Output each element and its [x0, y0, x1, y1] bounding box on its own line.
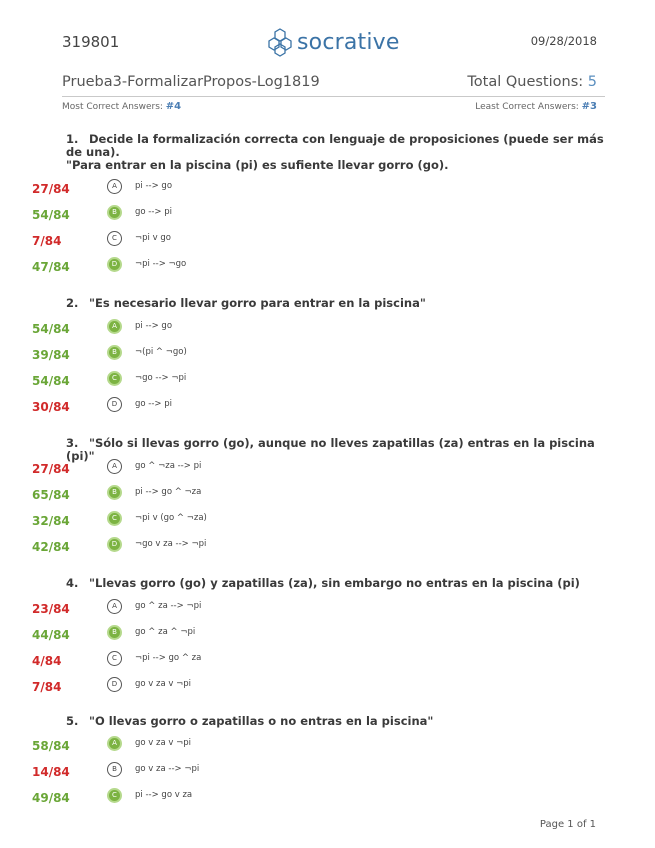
logo-text: socrative	[297, 29, 400, 55]
answer-correct-icon: C	[107, 788, 122, 803]
answer-text: ¬go --> ¬pi	[135, 373, 187, 383]
answer-letter-icon: A	[107, 459, 122, 474]
question-number: 3.	[66, 436, 79, 450]
answer-score: 44/84	[32, 628, 70, 642]
answer-score: 49/84	[32, 791, 70, 805]
least-correct-label: Least Correct Answers:	[475, 102, 582, 112]
answer-text: ¬go v za --> ¬pi	[135, 539, 207, 549]
answer-text: go ^ ¬za --> pi	[135, 461, 202, 471]
answer-score: 14/84	[32, 765, 70, 779]
answer-text: pi --> go	[135, 181, 173, 191]
report-date: 09/28/2018	[530, 34, 597, 48]
answer-letter-icon: A	[107, 599, 122, 614]
question-number: 1.	[66, 132, 79, 146]
answer-correct-icon: A	[107, 736, 122, 751]
answer-correct-icon: D	[107, 257, 122, 272]
answer-text: pi --> go	[135, 321, 173, 331]
answer-letter-icon: A	[107, 179, 122, 194]
most-correct-value: #4	[165, 101, 182, 112]
answer-text: go v za v ¬pi	[135, 679, 192, 689]
answer-score: 27/84	[32, 462, 70, 476]
answer-text: pi --> go v za	[135, 790, 193, 800]
question-text-2: "Para entrar en la piscina (pi) es sufiente llevar gorro (go).	[66, 158, 449, 172]
answer-correct-icon: B	[107, 345, 122, 360]
answer-score: 7/84	[32, 234, 62, 248]
answer-text: ¬(pi ^ ¬go)	[135, 347, 187, 357]
question-5-title	[66, 715, 606, 728]
answer-score: 65/84	[32, 488, 70, 502]
answer-score: 27/84	[32, 182, 70, 196]
question-text: "Es necesario llevar gorro para entrar en la piscina"	[89, 296, 426, 310]
answer-score: 42/84	[32, 540, 70, 554]
answer-text: go --> pi	[135, 399, 173, 409]
question-text: "Sólo si llevas gorro (go), aunque no lleves zapatillas (za) entras en la piscina (pi)"	[66, 436, 595, 463]
answer-score: 32/84	[32, 514, 70, 528]
answer-text: go v za --> ¬pi	[135, 764, 200, 774]
page-number: Page 1 of 1	[539, 819, 596, 830]
answer-text: go ^ za --> ¬pi	[135, 601, 202, 611]
answer-score: 7/84	[32, 680, 62, 694]
quiz-title: Prueba3-FormalizarPropos-Log1819	[62, 74, 320, 90]
total-questions	[467, 74, 597, 90]
answer-letter-icon: C	[107, 651, 122, 666]
answer-correct-icon: C	[107, 511, 122, 526]
answer-text: ¬pi --> ¬go	[135, 259, 187, 269]
total-questions-value: 5	[587, 74, 597, 90]
hexagon-logo-icon	[267, 27, 293, 57]
question-number: 5.	[66, 714, 79, 728]
answer-text: go v za v ¬pi	[135, 738, 192, 748]
answer-score: 58/84	[32, 739, 70, 753]
total-questions-label: Total Questions:	[467, 74, 588, 90]
question-number: 2.	[66, 296, 79, 310]
least-correct-value: #3	[581, 101, 597, 112]
answer-score: 47/84	[32, 260, 70, 274]
question-text: Decide la formalización correcta con lenguaje de proposiciones (puede ser más de una).	[66, 132, 604, 159]
answer-correct-icon: B	[107, 625, 122, 640]
answer-correct-icon: B	[107, 205, 122, 220]
answer-correct-icon: A	[107, 319, 122, 334]
question-2-title	[66, 297, 606, 310]
answer-correct-icon: B	[107, 485, 122, 500]
answer-score: 54/84	[32, 208, 70, 222]
answer-letter-icon: D	[107, 677, 122, 692]
question-4-title	[66, 577, 606, 590]
answer-text: go --> pi	[135, 207, 173, 217]
answer-text: pi --> go ^ ¬za	[135, 487, 202, 497]
most-correct-label: Most Correct Answers:	[62, 102, 166, 112]
answer-text: go ^ za ^ ¬pi	[135, 627, 196, 637]
room-id: 319801	[62, 33, 120, 51]
answer-score: 54/84	[32, 374, 70, 388]
answer-letter-icon: D	[107, 397, 122, 412]
answer-text: ¬pi --> go ^ za	[135, 653, 202, 663]
question-text: "O llevas gorro o zapatillas o no entras en la piscina"	[89, 714, 434, 728]
answer-correct-icon: D	[107, 537, 122, 552]
answer-score: 23/84	[32, 602, 70, 616]
answer-text: ¬pi v (go ^ ¬za)	[135, 513, 207, 523]
answer-score: 4/84	[32, 654, 62, 668]
socrative-logo	[267, 24, 400, 60]
answer-score: 30/84	[32, 400, 70, 414]
answer-score: 39/84	[32, 348, 70, 362]
question-3-title	[66, 437, 606, 463]
question-text: "Llevas gorro (go) y zapatillas (za), sin embargo no entras en la piscina (pi)	[89, 576, 580, 590]
answer-text: ¬pi v go	[135, 233, 171, 243]
divider	[62, 96, 605, 97]
answer-score: 54/84	[32, 322, 70, 336]
question-1-title	[66, 133, 606, 172]
least-correct-answers	[475, 101, 597, 112]
answer-letter-icon: C	[107, 231, 122, 246]
answer-correct-icon: C	[107, 371, 122, 386]
answer-letter-icon: B	[107, 762, 122, 777]
most-correct-answers	[62, 101, 181, 112]
question-number: 4.	[66, 576, 79, 590]
